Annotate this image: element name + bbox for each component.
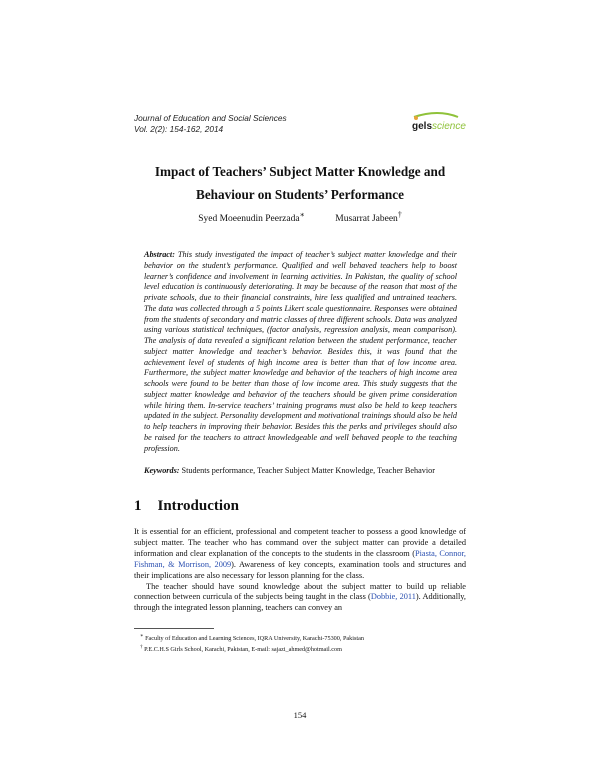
- section-heading: [134, 498, 239, 515]
- p2-text-b: ). Additionally, through the integrated lesson planning, teachers can convey an: [134, 592, 466, 613]
- keywords-text: Students performance, Teacher Subject Matter Knowledge, Teacher Behavior: [181, 466, 435, 475]
- footnote-2-text: P.E.C.H.S Girls School, Karachi, Pakistan, E-mail: sajazi_ahmed@hotmail.com: [144, 646, 342, 654]
- footnote-1: [134, 632, 466, 643]
- journal-name: Journal of Education and Social Sciences: [134, 113, 287, 123]
- footnote-2: [134, 643, 466, 654]
- footnotes: [134, 632, 466, 654]
- authors: [120, 210, 480, 224]
- abstract: [144, 250, 457, 454]
- author-1: [198, 210, 305, 225]
- author-2-mark: †: [397, 210, 402, 219]
- footnote-divider: [134, 628, 214, 629]
- p1-text-a: It is essential for an efficient, professional and competent teacher to possess a good knowledge of subject matter. The teacher who has command over the subject matter can provide a detailed information and clear explanation of the concepts to the students in the classroom (: [134, 527, 466, 558]
- p2-text-a: The teacher should have sound knowledge about the subject matter to build up reliable connection between curricula of the subjects being taught in the class (: [134, 581, 466, 602]
- abstract-text: This study investigated the impact of teacher’s subject matter knowledge and their behavior on the student’s performance. Qualified and well behaved teachers help to boost learner’s confidence and involvement in learning activities. In Pakistan, the quality of school level education is continuously deteriorating. It may be because of the reason that most of the private schools, due to their financial constraints, hire less qualified and untrained teachers. The data was collected through a 5 points Likert scale questionnaire. Responses were obtained from the students of secondary and matric classes of three different schools. Data was analyzed using various statistical techniques, (factor analysis, regression analysis, mean comparison). The analysis of data revealed a significant relation between the student performance, teacher subject matter knowledge and teacher’s behavior. Besides this, it was found that the achievement level of students of high income area is better than that of low income area. Furthermore, the subject matter knowledge and behavior of the teachers of high income area schools were found to be better than those of low income area. This study suggests that the subject matter knowledge and behavior of the teachers should be given prime consideration while hiring them. In-service teachers’ training programs must also be held to keep teachers updated in the subject. Personality development and motivational trainings should also be held to help teachers in improving their behavior. Besides this the perks and privileges should also be raised for the teachers to attract knowledgeable and well behaved people to the teaching profession.: [144, 250, 457, 453]
- footnote-1-text: Faculty of Education and Learning Sciences, IQRA University, Karachi-75300, Pakistan: [145, 635, 364, 643]
- paragraph-1: [134, 527, 466, 582]
- citation-piasta-2009[interactable]: Piasta, Connor, Fishman, & Morrison, 2009: [134, 548, 466, 569]
- section-number: 1: [134, 498, 142, 514]
- title-line-1: Impact of Teachers’ Subject Matter Knowledge and: [154, 164, 446, 179]
- journal-header: [134, 113, 287, 135]
- author-1-name: Syed Moeenudin Peerzada: [198, 214, 300, 225]
- footnote-2-mark: †: [140, 644, 143, 651]
- author-2-name: Musarrat Jabeen: [335, 214, 398, 225]
- journal-volume: Vol. 2(2): 154-162, 2014: [134, 124, 224, 134]
- page-number: 154: [293, 710, 307, 720]
- keywords-label: Keywords:: [144, 466, 180, 475]
- logo-text-part1: gels: [412, 121, 433, 132]
- citation-dobbie-2011[interactable]: Dobbie, 2011: [370, 592, 416, 602]
- footnote-1-mark: ∗: [140, 633, 144, 639]
- gelscience-logo-icon: [408, 111, 472, 139]
- author-1-mark: ∗: [299, 210, 305, 219]
- section-title: Introduction: [157, 498, 239, 514]
- paper-title: [120, 160, 480, 206]
- paragraph-2: [134, 582, 466, 615]
- logo-text: [412, 121, 466, 132]
- abstract-label: Abstract:: [144, 250, 175, 259]
- p1-text-b: ). Awareness of key concepts, examination tools and structures and their implications are also necessary for lesson planning for the class.: [134, 559, 466, 580]
- title-line-2: Behaviour on Students’ Performance: [196, 187, 404, 202]
- author-2: [335, 210, 402, 225]
- keywords: [144, 465, 457, 476]
- logo-text-part2: science: [432, 121, 466, 132]
- body-text: [134, 527, 466, 614]
